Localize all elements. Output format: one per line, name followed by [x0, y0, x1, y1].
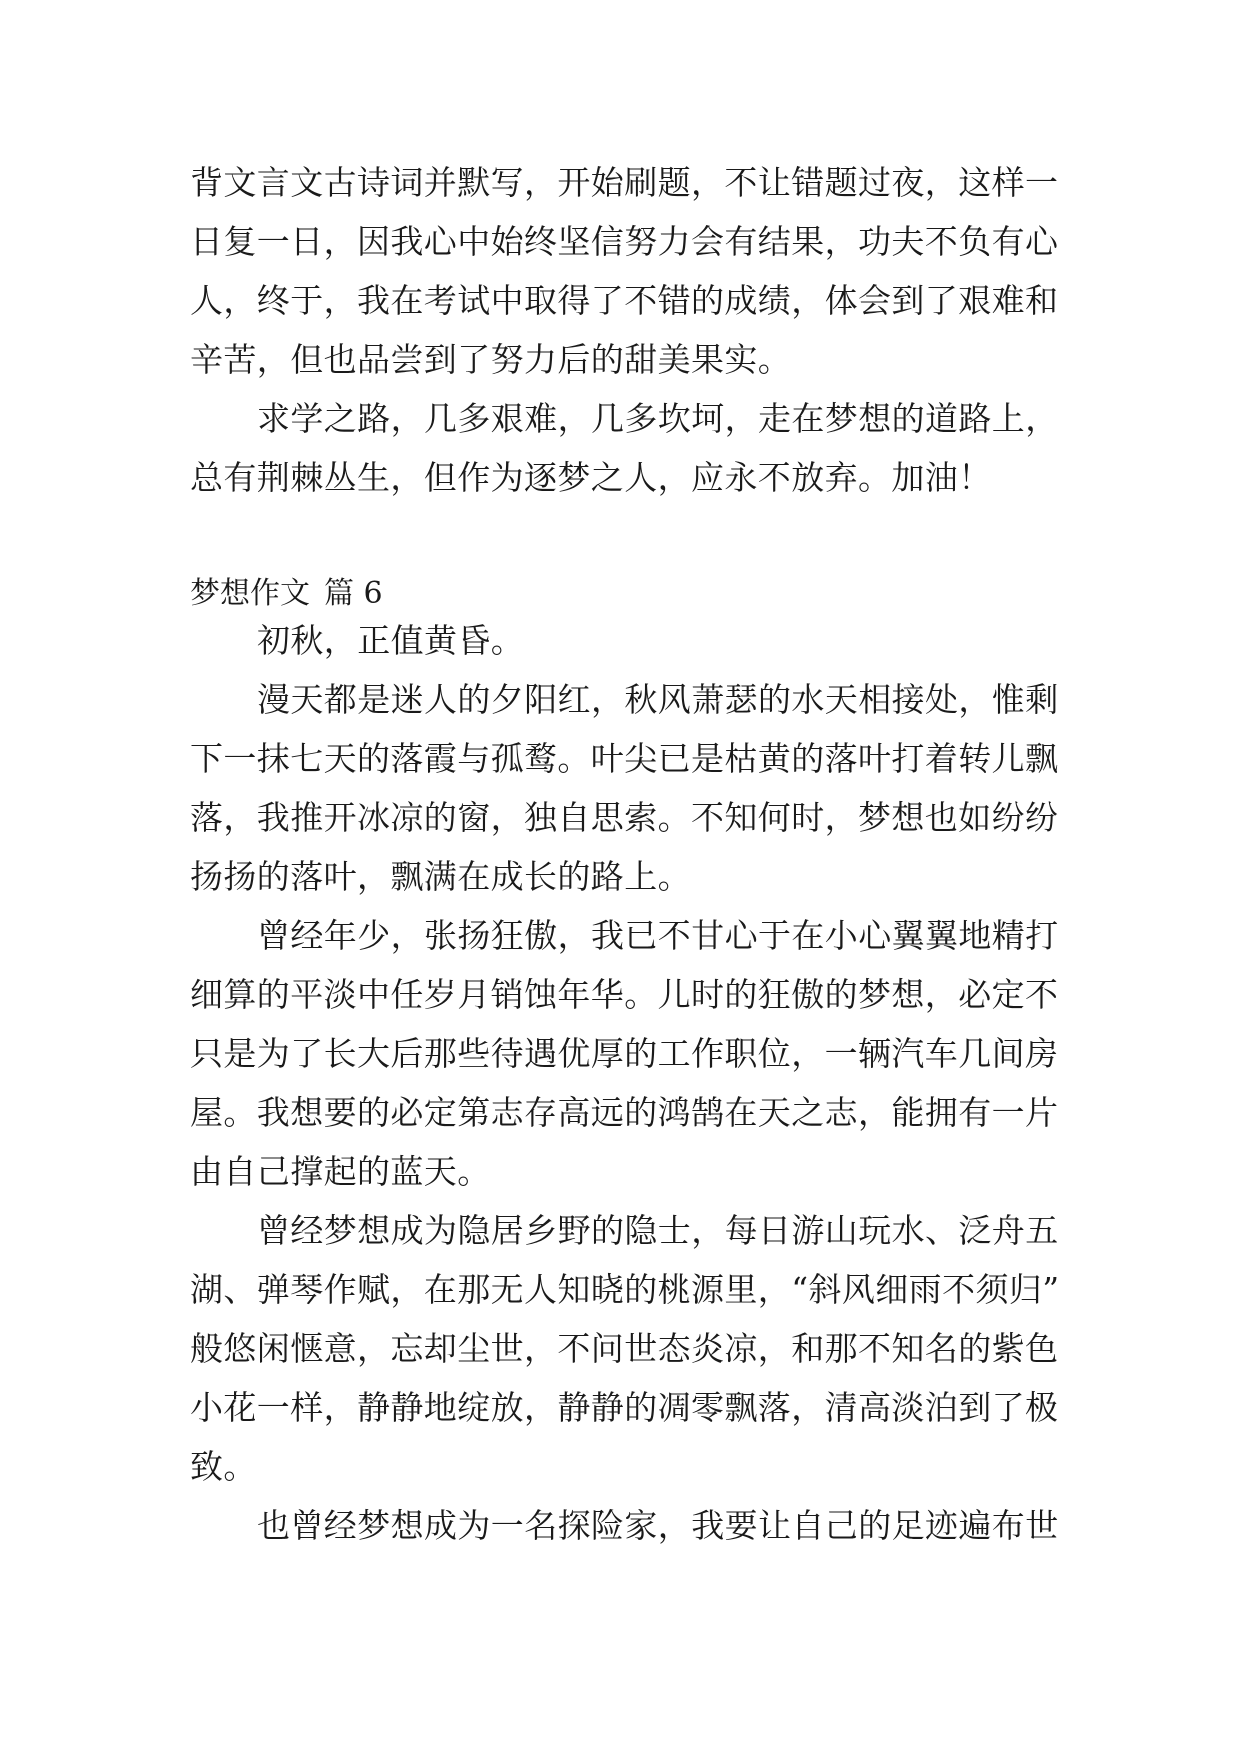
text-line: 湖、弹琴作赋，在那无人知晓的桃源里，“斜风细雨不须归” — [190, 1270, 1060, 1309]
section-number: 篇 6 — [324, 576, 383, 611]
text-line: 也曾经梦想成为一名探险家，我要让自己的足迹遍布世 — [257, 1506, 1059, 1545]
text-line: 曾经梦想成为隐居乡野的隐士，每日游山玩水、泛舟五 — [257, 1211, 1059, 1250]
text-line: 辛苦，但也品尝到了努力后的甜美果实。 — [190, 340, 792, 379]
text-line: 初秋，正值黄昏。 — [257, 621, 525, 660]
text-line: 屋。我想要的必定第志存高远的鸿鹄在天之志，能拥有一片 — [190, 1093, 1059, 1132]
section-heading — [190, 574, 383, 614]
text-line: 扬扬的落叶，飘满在成长的路上。 — [190, 857, 691, 896]
text-line: 小花一样，静静地绽放，静静的凋零飘落，清高淡泊到了极 — [190, 1388, 1059, 1427]
text-line: 漫天都是迷人的夕阳红，秋风萧瑟的水天相接处，惟剩 — [257, 680, 1059, 719]
text-line: 下一抹七天的落霞与孤鹜。叶尖已是枯黄的落叶打着转儿飘 — [190, 739, 1059, 778]
text-line: 曾经年少，张扬狂傲，我已不甘心于在小心翼翼地精打 — [257, 916, 1059, 955]
text-line: 日复一日，因我心中始终坚信努力会有结果，功夫不负有心 — [190, 222, 1059, 261]
text-line: 总有荆棘丛生，但作为逐梦之人，应永不放弃。加油！ — [190, 458, 992, 497]
text-line: 致。 — [190, 1447, 257, 1486]
text-line: 只是为了长大后那些待遇优厚的工作职位，一辆汽车几间房 — [190, 1034, 1059, 1073]
section-title: 梦想作文 — [190, 576, 310, 611]
text-line: 由自己撑起的蓝天。 — [190, 1152, 491, 1191]
text-line: 人，终于，我在考试中取得了不错的成绩，体会到了艰难和 — [190, 281, 1059, 320]
text-line: 细算的平淡中任岁月销蚀年华。儿时的狂傲的梦想，必定不 — [190, 975, 1059, 1014]
text-line: 落，我推开冰凉的窗，独自思索。不知何时，梦想也如纷纷 — [190, 798, 1059, 837]
text-line: 般悠闲惬意，忘却尘世，不问世态炎凉，和那不知名的紫色 — [190, 1329, 1059, 1368]
text-line: 背文言文古诗词并默写，开始刷题，不让错题过夜，这样一 — [190, 163, 1059, 202]
text-line: 求学之路，几多艰难，几多坎坷，走在梦想的道路上， — [257, 399, 1059, 438]
